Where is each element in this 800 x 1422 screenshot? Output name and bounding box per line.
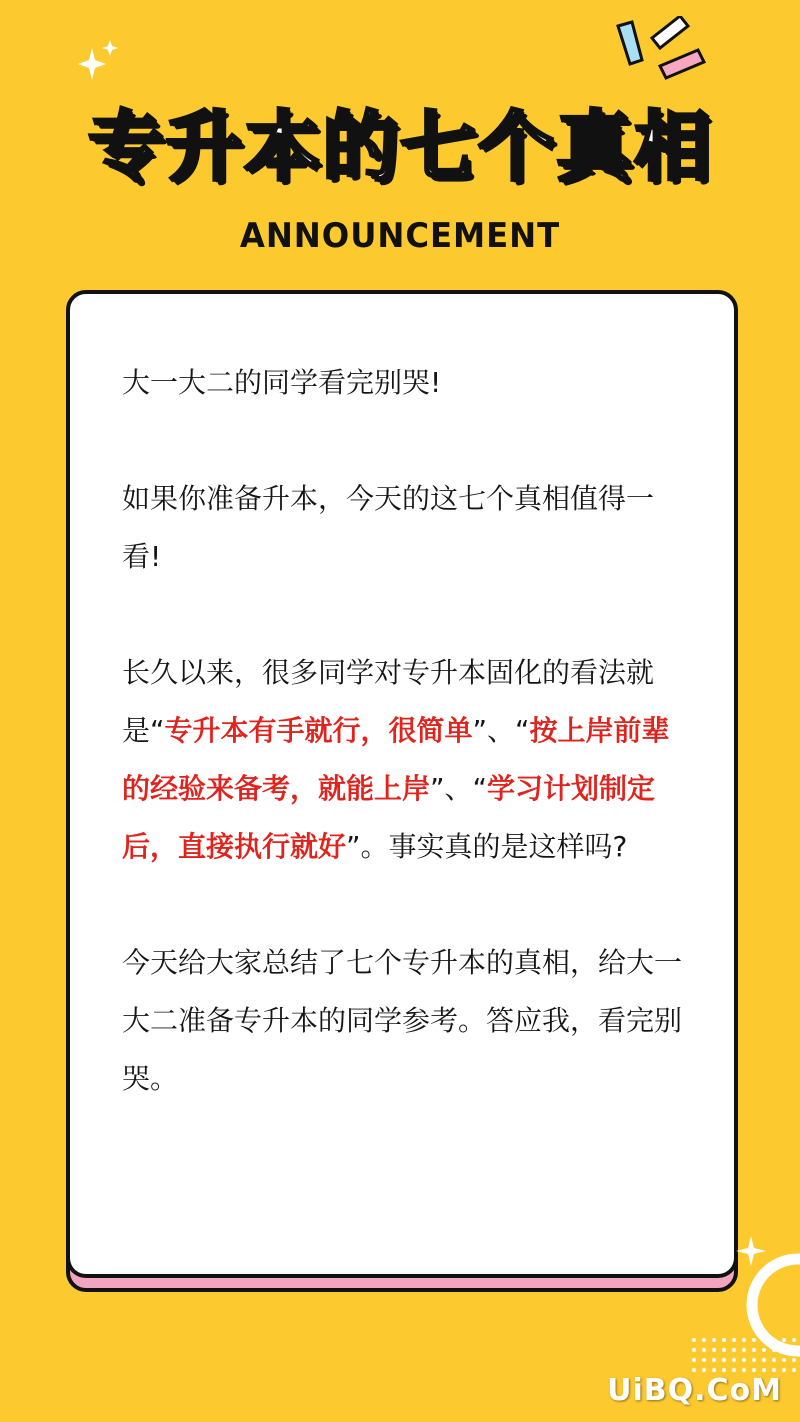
content-card [66, 290, 738, 1278]
paragraph-3-text-3: ”、“ [430, 772, 488, 805]
highlight-2: 按上岸前辈的经验来备考，就能上岸 [122, 714, 670, 805]
watermark: UiBQ.CoM [607, 1373, 782, 1408]
page-title: 专升本的七个真相 [88, 102, 712, 191]
page-subtitle: ANNOUNCEMENT [239, 216, 561, 256]
content-body [122, 354, 692, 1166]
paragraph-3 [122, 644, 692, 876]
paragraph-3-text-2: ”、“ [472, 714, 530, 747]
sparkle-icon [78, 40, 128, 90]
highlight-1: 专升本有手就行，很简单 [164, 714, 473, 747]
stripes-decoration [612, 16, 712, 94]
paragraph-3-text-4: ”。事实真的是这样吗? [346, 830, 628, 863]
paragraph-2: 如果你准备升本，今天的这七个真相值得一看! [122, 482, 655, 573]
highlight-3: 学习计划制定后，直接执行就好 [122, 772, 656, 863]
paragraph-3-text-1: 长久以来，很多同学对专升本固化的看法就是“ [122, 656, 655, 747]
paragraph-4: 今天给大家总结了七个专升本的真相，给大一大二准备专升本的同学参考。答应我，看完别哭。 [122, 946, 683, 1095]
paragraph-1: 大一大二的同学看完别哭! [122, 366, 442, 399]
